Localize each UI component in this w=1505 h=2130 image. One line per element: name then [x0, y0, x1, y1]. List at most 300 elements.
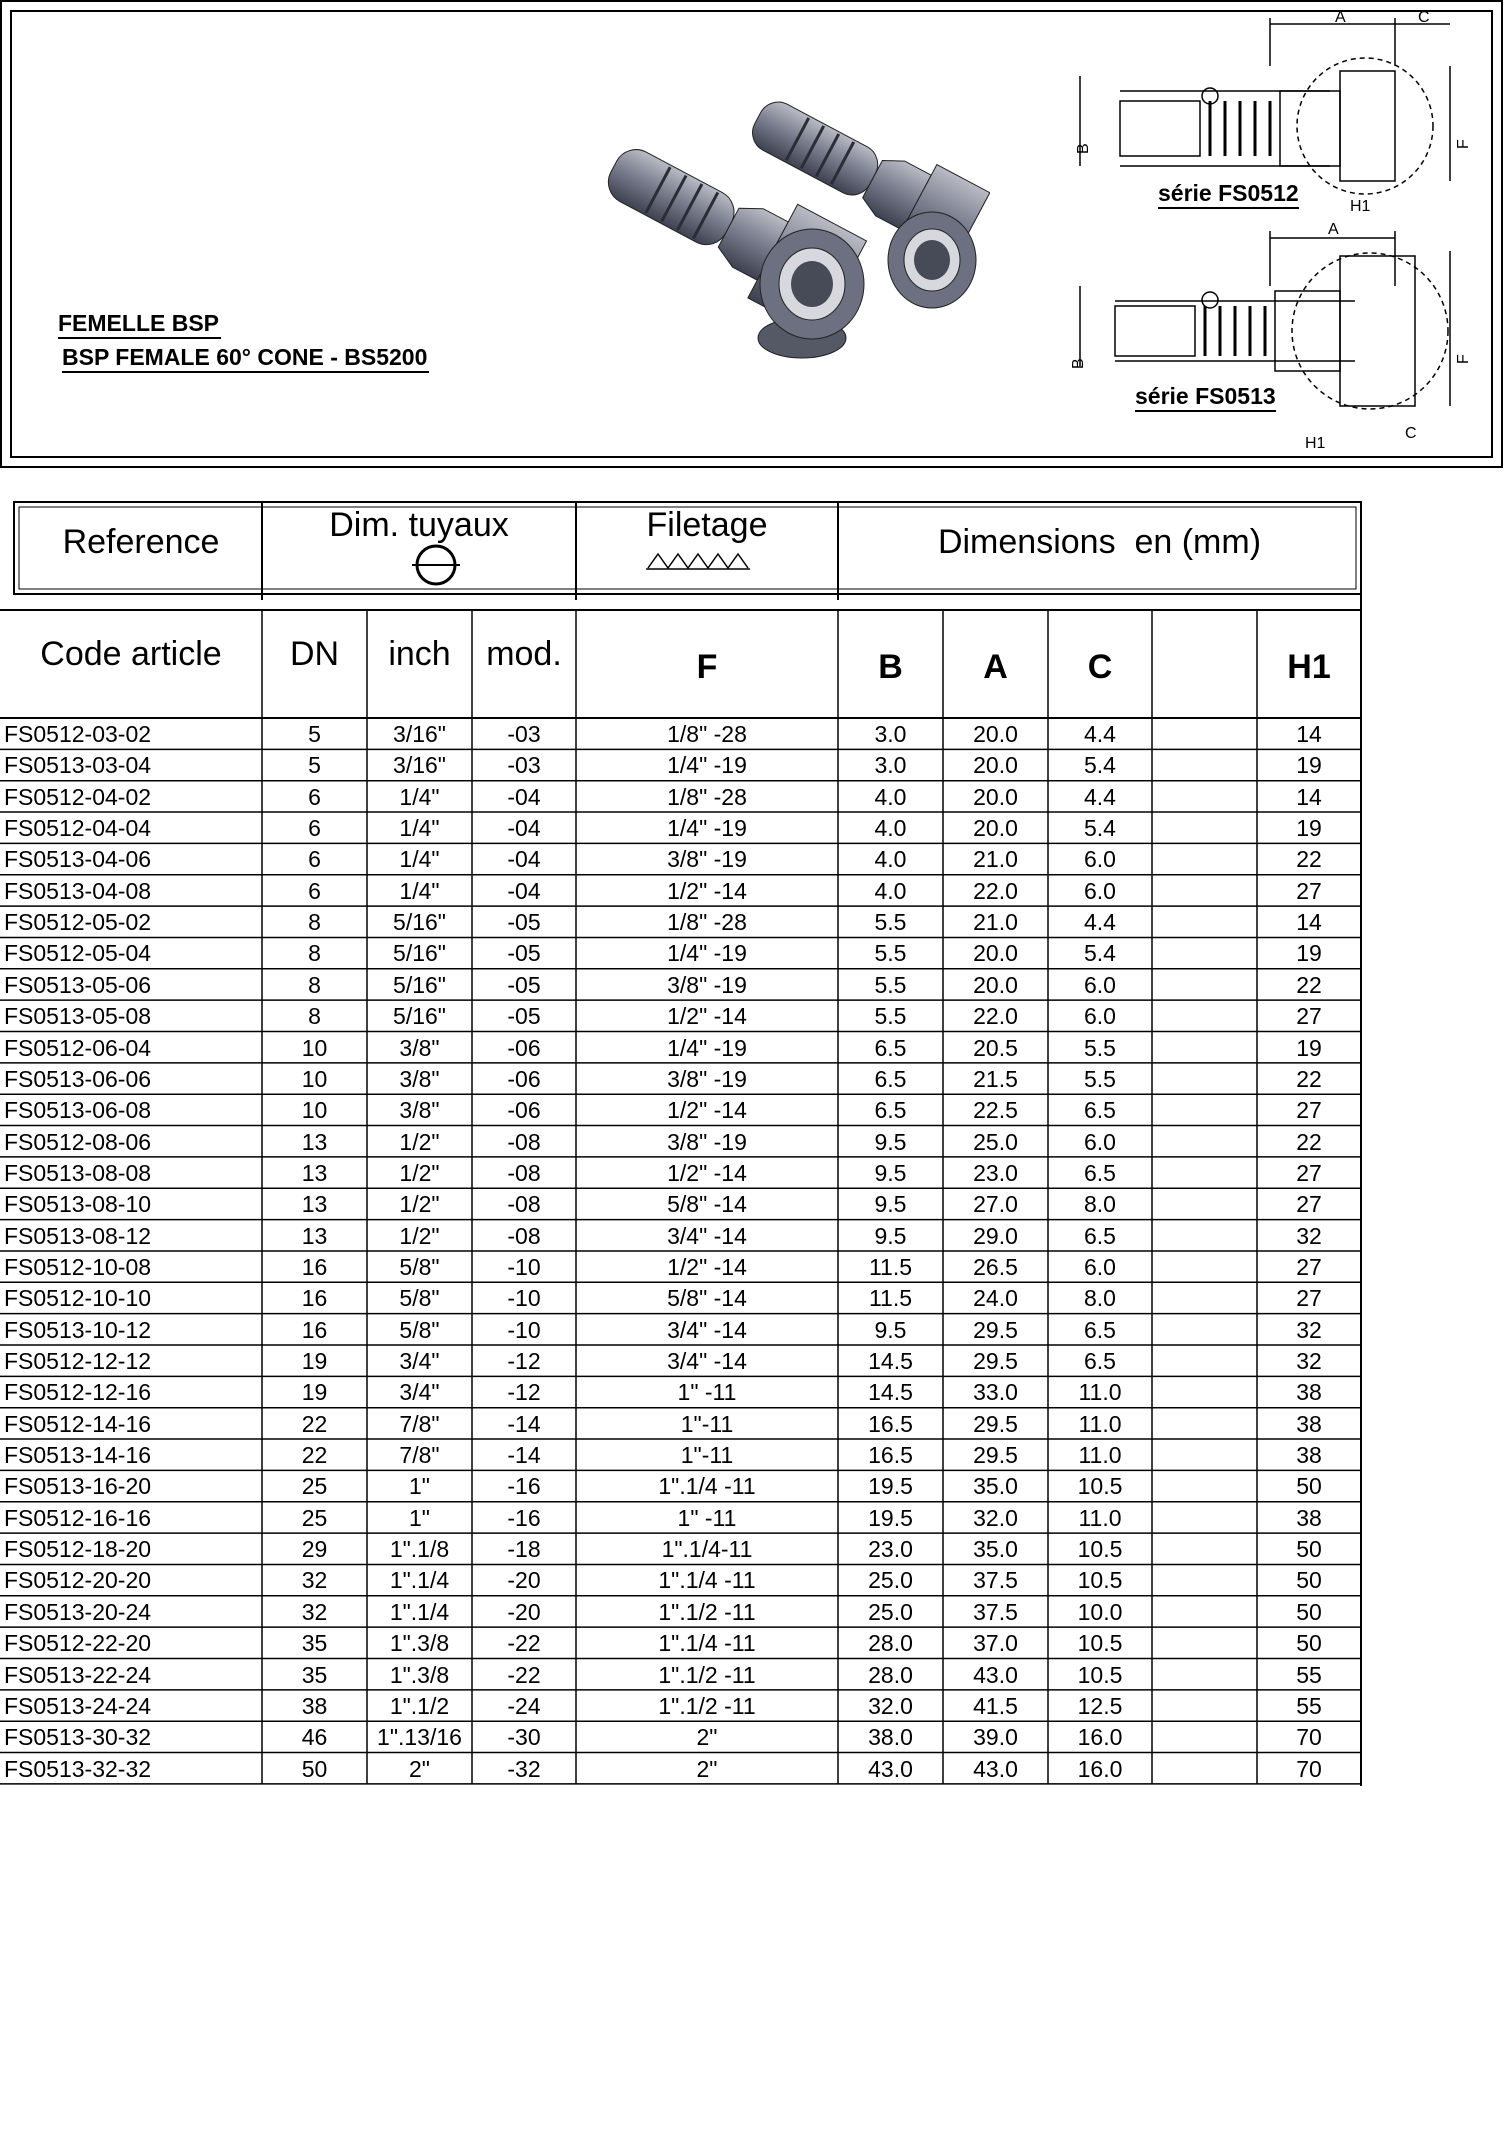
cell-mod: -10: [507, 1316, 541, 1343]
cell-f: 1/4" -19: [667, 940, 747, 967]
cell-h1: 14: [1296, 909, 1322, 936]
header-reference: Reference: [62, 523, 220, 561]
cell-c: 5.4: [1084, 752, 1116, 779]
cell-h1: 55: [1296, 1661, 1322, 1688]
cell-code: FS0513-04-08: [4, 877, 152, 904]
cell-dn: 5: [308, 721, 321, 747]
cell-inch: 3/16": [393, 752, 446, 779]
cell-b: 28.0: [868, 1661, 913, 1688]
cell-c: 11.0: [1078, 1410, 1122, 1437]
fitting-product-image: [580, 70, 990, 360]
cell-code: FS0512-22-20: [4, 1630, 152, 1657]
cell-h1: 27: [1296, 877, 1322, 904]
cell-a: 32.0: [973, 1504, 1018, 1531]
cell-inch: 3/16": [393, 721, 446, 747]
cell-f: 3/8" -19: [667, 1065, 747, 1092]
cell-a: 33.0: [973, 1379, 1018, 1406]
cell-a: 37.0: [973, 1630, 1018, 1657]
col-b: B: [878, 648, 903, 686]
cell-a: 43.0: [973, 1755, 1018, 1782]
dim-b-label-2: B: [1070, 358, 1087, 369]
cell-b: 5.5: [874, 940, 907, 967]
cell-a: 37.5: [973, 1567, 1018, 1594]
cell-code: FS0512-14-16: [4, 1410, 152, 1437]
cell-dn: 6: [308, 877, 321, 904]
cell-f: 1".1/2 -11: [658, 1661, 756, 1688]
cell-code: FS0513-04-06: [4, 846, 152, 873]
cell-a: 29.5: [973, 1316, 1018, 1343]
cell-f: 1/8" -28: [667, 721, 747, 747]
cell-inch: 1".1/8: [389, 1536, 450, 1563]
cell-mod: -04: [507, 846, 541, 873]
cell-dn: 8: [308, 971, 321, 998]
cell-mod: -08: [507, 1222, 541, 1249]
dim-b-label-1: B: [1075, 143, 1092, 154]
cell-h1: 50: [1296, 1598, 1322, 1625]
cell-code: FS0513-06-08: [4, 1097, 152, 1124]
cell-f: 1/4" -19: [667, 815, 747, 842]
cell-dn: 10: [301, 1034, 328, 1061]
cell-h1: 32: [1296, 1316, 1322, 1343]
col-f: F: [696, 648, 718, 686]
cell-code: FS0513-08-12: [4, 1222, 152, 1249]
cell-c: 5.4: [1084, 815, 1116, 842]
cell-inch: 1".3/8: [389, 1661, 450, 1688]
cell-c: 12.5: [1077, 1692, 1123, 1719]
cell-a: 39.0: [973, 1724, 1018, 1751]
cell-h1: 50: [1296, 1473, 1322, 1500]
cell-code: FS0512-10-10: [4, 1285, 152, 1312]
cell-a: 29.5: [973, 1410, 1018, 1437]
cell-dn: 50: [301, 1755, 328, 1782]
cell-c: 6.0: [1084, 877, 1116, 904]
cell-c: 10.5: [1077, 1567, 1123, 1594]
cell-mod: -10: [507, 1253, 541, 1280]
cell-mod: -12: [507, 1379, 541, 1406]
cell-inch: 1".3/8: [389, 1630, 450, 1657]
cell-c: 6.0: [1084, 1003, 1116, 1030]
cell-code: FS0513-24-24: [4, 1692, 152, 1719]
cell-a: 22.0: [973, 1003, 1018, 1030]
cell-c: 10.5: [1077, 1630, 1123, 1657]
cell-a: 20.0: [973, 940, 1018, 967]
cell-inch: 3/8": [399, 1065, 440, 1092]
cell-c: 8.0: [1084, 1285, 1116, 1312]
cell-inch: 3/8": [399, 1034, 440, 1061]
cell-mod: -14: [507, 1442, 541, 1469]
cell-b: 3.0: [874, 721, 907, 747]
cell-h1: 38: [1296, 1504, 1322, 1531]
cell-code: FS0512-12-16: [4, 1379, 152, 1406]
cell-inch: 1/2": [399, 1159, 440, 1186]
cell-inch: 1/4": [399, 815, 440, 842]
cell-mod: -03: [507, 752, 541, 779]
cell-inch: 1/4": [399, 846, 440, 873]
cell-dn: 29: [301, 1536, 328, 1563]
cell-b: 5.5: [874, 909, 907, 936]
cell-h1: 38: [1296, 1379, 1322, 1406]
header-dim-tuyaux: Dim. tuyaux: [329, 506, 509, 544]
col-a: A: [983, 648, 1008, 686]
cell-code: FS0512-08-06: [4, 1128, 152, 1155]
cell-dn: 19: [301, 1379, 328, 1406]
dim-a-label-2: A: [1328, 221, 1339, 238]
cell-dn: 10: [301, 1065, 328, 1092]
cell-mod: -16: [507, 1504, 541, 1531]
cell-inch: 1".1/4: [389, 1567, 450, 1594]
cell-c: 6.5: [1084, 1097, 1116, 1124]
cell-mod: -08: [507, 1159, 541, 1186]
cell-dn: 10: [301, 1097, 328, 1124]
header-dimensions: Dimensions en (mm): [937, 523, 1262, 561]
cell-a: 25.0: [973, 1128, 1018, 1155]
cell-mod: -22: [507, 1630, 541, 1657]
cell-f: 5/8" -14: [667, 1191, 747, 1218]
cell-f: 1"-11: [680, 1442, 734, 1469]
cell-code: FS0512-10-08: [4, 1253, 152, 1280]
cell-h1: 50: [1296, 1630, 1322, 1657]
cell-h1: 19: [1296, 752, 1322, 779]
cell-inch: 7/8": [399, 1410, 440, 1437]
cell-c: 8.0: [1084, 1191, 1116, 1218]
cell-h1: 22: [1296, 971, 1322, 998]
cell-a: 21.0: [973, 846, 1018, 873]
cell-dn: 25: [301, 1473, 328, 1500]
cell-mod: -03: [507, 721, 541, 747]
cell-f: 1/8" -28: [667, 783, 747, 810]
cell-a: 29.5: [973, 1348, 1018, 1374]
cell-mod: -18: [507, 1536, 541, 1563]
cell-inch: 5/16": [393, 1003, 446, 1030]
cell-h1: 22: [1296, 846, 1322, 873]
col-code-article: Code article: [40, 635, 222, 673]
cell-dn: 13: [301, 1191, 328, 1218]
cell-code: FS0512-06-04: [4, 1034, 152, 1061]
cell-f: 1".1/4 -11: [658, 1630, 756, 1657]
cell-inch: 5/16": [393, 940, 446, 967]
cell-f: 1/2" -14: [667, 877, 747, 904]
cell-h1: 22: [1296, 1128, 1322, 1155]
cell-code: FS0513-03-04: [4, 752, 152, 779]
cell-c: 6.5: [1084, 1316, 1116, 1343]
cell-dn: 38: [301, 1692, 328, 1719]
cell-inch: 1/4": [399, 783, 440, 810]
cell-mod: -04: [507, 815, 541, 842]
cell-b: 4.0: [874, 877, 907, 904]
cell-b: 25.0: [868, 1567, 913, 1594]
cell-mod: -10: [507, 1285, 541, 1312]
title-french: FEMELLE BSP: [58, 310, 221, 339]
cell-inch: 1/2": [399, 1222, 440, 1249]
cell-c: 4.4: [1084, 909, 1116, 936]
cell-a: 27.0: [973, 1191, 1018, 1218]
cell-b: 9.5: [874, 1191, 907, 1218]
cell-code: FS0512-18-20: [4, 1536, 152, 1563]
cell-h1: 22: [1296, 1065, 1322, 1092]
cell-c: 10.5: [1077, 1473, 1123, 1500]
cell-c: 6.0: [1084, 1128, 1116, 1155]
cell-mod: -06: [507, 1065, 541, 1092]
serie-fs0512-label: série FS0512: [1158, 180, 1299, 209]
cell-dn: 32: [301, 1567, 328, 1594]
cell-b: 25.0: [868, 1598, 913, 1625]
cell-c: 11.0: [1078, 1504, 1122, 1531]
cell-a: 21.5: [973, 1065, 1018, 1092]
cell-code: FS0513-14-16: [4, 1442, 152, 1469]
cell-inch: 7/8": [399, 1442, 440, 1469]
cell-h1: 14: [1296, 783, 1322, 810]
cell-mod: -32: [507, 1755, 541, 1782]
cell-b: 19.5: [868, 1473, 913, 1500]
cell-dn: 19: [301, 1348, 328, 1374]
cell-dn: 25: [301, 1504, 328, 1531]
cell-h1: 70: [1296, 1724, 1322, 1751]
cell-inch: 1/2": [399, 1191, 440, 1218]
cell-code: FS0512-03-02: [4, 721, 152, 747]
cell-mod: -06: [507, 1097, 541, 1124]
cell-h1: 27: [1296, 1285, 1322, 1312]
cell-mod: -12: [507, 1348, 541, 1374]
cell-mod: -05: [507, 971, 541, 998]
cell-code: FS0512-16-16: [4, 1504, 152, 1531]
cell-inch: 3/4": [399, 1379, 440, 1406]
cell-dn: 13: [301, 1222, 328, 1249]
cell-dn: 13: [301, 1159, 328, 1186]
cell-c: 6.0: [1084, 1253, 1116, 1280]
cell-h1: 19: [1296, 815, 1322, 842]
cell-f: 5/8" -14: [667, 1285, 747, 1312]
cell-a: 29.5: [973, 1442, 1018, 1469]
cell-code: FS0513-08-10: [4, 1191, 152, 1218]
cell-dn: 46: [301, 1724, 328, 1751]
cell-inch: 1".1/2: [389, 1692, 450, 1719]
cell-a: 29.0: [973, 1222, 1018, 1249]
cell-h1: 14: [1296, 721, 1322, 747]
cell-dn: 35: [301, 1661, 328, 1688]
cell-dn: 6: [308, 815, 321, 842]
dim-h1-label-1: H1: [1350, 198, 1371, 215]
cell-h1: 27: [1296, 1097, 1322, 1124]
cell-code: FS0512-04-02: [4, 783, 152, 810]
cell-dn: 6: [308, 783, 321, 810]
cell-b: 19.5: [868, 1504, 913, 1531]
technical-drawings: [1070, 6, 1490, 456]
cell-inch: 2": [409, 1755, 430, 1782]
cell-h1: 19: [1296, 940, 1322, 967]
cell-c: 6.5: [1084, 1159, 1116, 1186]
cell-dn: 16: [301, 1253, 328, 1280]
cell-code: FS0513-05-08: [4, 1003, 152, 1030]
cell-c: 6.5: [1084, 1222, 1116, 1249]
cell-inch: 3/8": [399, 1097, 440, 1124]
pipe-diameter-icon: [417, 546, 455, 584]
cell-b: 23.0: [868, 1536, 913, 1563]
dim-h1-label-2: H1: [1305, 435, 1326, 452]
cell-f: 1" -11: [677, 1504, 737, 1531]
cell-f: 1/2" -14: [667, 1003, 747, 1030]
cell-inch: 1": [409, 1473, 430, 1500]
cell-c: 16.0: [1077, 1724, 1123, 1751]
cell-mod: -08: [507, 1128, 541, 1155]
cell-c: 5.5: [1084, 1065, 1116, 1092]
cell-dn: 22: [301, 1442, 328, 1469]
cell-code: FS0513-22-24: [4, 1661, 152, 1688]
cell-inch: 3/4": [399, 1348, 440, 1374]
cell-f: 1".1/2 -11: [658, 1598, 756, 1625]
cell-h1: 38: [1296, 1410, 1322, 1437]
cell-code: FS0513-06-06: [4, 1065, 152, 1092]
filetage-thread-icon: [646, 554, 750, 569]
cell-f: 3/4" -14: [667, 1348, 747, 1374]
cell-mod: -05: [507, 1003, 541, 1030]
cell-mod: -24: [507, 1692, 541, 1719]
cell-mod: -14: [507, 1410, 541, 1437]
cell-b: 9.5: [874, 1316, 907, 1343]
cell-f: 1/4" -19: [667, 752, 747, 779]
cell-code: FS0513-08-08: [4, 1159, 152, 1186]
cell-mod: -06: [507, 1034, 541, 1061]
cell-dn: 5: [308, 752, 321, 779]
cell-f: 1/2" -14: [667, 1097, 747, 1124]
cell-c: 4.4: [1084, 721, 1116, 747]
cell-mod: -22: [507, 1661, 541, 1688]
cell-a: 20.0: [973, 752, 1018, 779]
cell-b: 14.5: [868, 1379, 913, 1406]
cell-f: 1" -11: [677, 1379, 737, 1406]
cell-code: FS0513-10-12: [4, 1316, 152, 1343]
dim-f-label-2: F: [1455, 354, 1472, 364]
cell-f: 3/4" -14: [667, 1316, 747, 1343]
cell-a: 35.0: [973, 1473, 1018, 1500]
cell-dn: 6: [308, 846, 321, 873]
cell-mod: -30: [507, 1724, 541, 1751]
cell-b: 28.0: [868, 1630, 913, 1657]
cell-c: 6.0: [1084, 846, 1116, 873]
cell-a: 35.0: [973, 1536, 1018, 1563]
cell-a: 24.0: [973, 1285, 1018, 1312]
cell-h1: 27: [1296, 1191, 1322, 1218]
cell-b: 16.5: [868, 1442, 913, 1469]
dim-c-label-2: C: [1405, 425, 1417, 442]
title-english: BSP FEMALE 60° CONE - BS5200: [62, 344, 429, 373]
cell-b: 6.5: [874, 1034, 907, 1061]
cell-h1: 50: [1296, 1567, 1322, 1594]
cell-c: 10.5: [1077, 1661, 1123, 1688]
dim-f-label-1: F: [1455, 139, 1472, 149]
cell-inch: 5/8": [399, 1316, 440, 1343]
cell-b: 6.5: [874, 1065, 907, 1092]
dim-a-label-1: A: [1335, 9, 1346, 26]
cell-code: FS0512-04-04: [4, 815, 152, 842]
cell-inch: 5/16": [393, 971, 446, 998]
cell-c: 10.5: [1077, 1536, 1123, 1563]
cell-h1: 27: [1296, 1159, 1322, 1186]
cell-dn: 8: [308, 909, 321, 936]
cell-code: FS0513-32-32: [4, 1755, 152, 1782]
cell-inch: 1": [409, 1504, 430, 1531]
cell-f: 1/2" -14: [667, 1253, 747, 1280]
cell-b: 9.5: [874, 1128, 907, 1155]
cell-code: FS0512-05-02: [4, 909, 152, 936]
cell-f: 3/8" -19: [667, 971, 747, 998]
cell-code: FS0513-05-06: [4, 971, 152, 998]
col-c: C: [1087, 648, 1113, 686]
cell-a: 21.0: [973, 909, 1018, 936]
cell-b: 38.0: [868, 1724, 913, 1751]
cell-mod: -20: [507, 1567, 541, 1594]
cell-dn: 35: [301, 1630, 328, 1657]
cell-h1: 27: [1296, 1253, 1322, 1280]
cell-f: 1/2" -14: [667, 1159, 747, 1186]
cell-c: 10.0: [1077, 1598, 1123, 1625]
cell-a: 20.5: [973, 1034, 1018, 1061]
cell-c: 5.4: [1084, 940, 1116, 967]
cell-inch: 5/8": [399, 1253, 440, 1280]
cell-h1: 50: [1296, 1536, 1322, 1563]
cell-b: 32.0: [868, 1692, 913, 1719]
cell-b: 4.0: [874, 846, 907, 873]
col-inch: inch: [388, 635, 451, 673]
cell-b: 6.5: [874, 1097, 907, 1124]
cell-f: 1".1/4 -11: [658, 1567, 756, 1594]
cell-code: FS0512-12-12: [4, 1348, 152, 1374]
cell-c: 11.0: [1078, 1379, 1122, 1406]
cell-h1: 32: [1296, 1222, 1322, 1249]
col-dn: DN: [289, 635, 340, 673]
cell-b: 14.5: [868, 1348, 913, 1374]
cell-inch: 1/4": [399, 877, 440, 904]
cell-mod: -20: [507, 1598, 541, 1625]
cell-b: 16.5: [868, 1410, 913, 1437]
cell-b: 5.5: [874, 1003, 907, 1030]
cell-c: 4.4: [1084, 783, 1116, 810]
cell-mod: -04: [507, 877, 541, 904]
cell-inch: 1".1/4: [389, 1598, 450, 1625]
cell-inch: 5/8": [399, 1285, 440, 1312]
cell-mod: -05: [507, 909, 541, 936]
cell-b: 11.5: [868, 1285, 913, 1312]
cell-h1: 19: [1296, 1034, 1322, 1061]
cell-f: 1"-11: [680, 1410, 734, 1437]
serie-fs0513-label: série FS0513: [1135, 383, 1276, 412]
cell-c: 5.5: [1084, 1034, 1116, 1061]
cell-dn: 32: [301, 1598, 328, 1625]
cell-dn: 22: [301, 1410, 328, 1437]
cell-inch: 1/2": [399, 1128, 440, 1155]
cell-b: 11.5: [868, 1253, 913, 1280]
dim-c-label-1: C: [1418, 9, 1430, 26]
cell-c: 6.0: [1084, 971, 1116, 998]
cell-a: 26.5: [973, 1253, 1018, 1280]
cell-a: 20.0: [973, 971, 1018, 998]
cell-code: FS0512-20-20: [4, 1567, 152, 1594]
cell-mod: -05: [507, 940, 541, 967]
cell-f: 3/4" -14: [667, 1222, 747, 1249]
cell-inch: 5/16": [393, 909, 446, 936]
cell-a: 23.0: [973, 1159, 1018, 1186]
cell-f: 1/4" -19: [667, 1034, 747, 1061]
cell-mod: -16: [507, 1473, 541, 1500]
cell-code: FS0512-05-04: [4, 940, 152, 967]
cell-dn: 8: [308, 940, 321, 967]
cell-f: 1".1/4-11: [661, 1536, 753, 1563]
cell-f: 2": [696, 1755, 718, 1782]
cell-dn: 8: [308, 1003, 321, 1030]
cell-code: FS0513-16-20: [4, 1473, 152, 1500]
cell-b: 4.0: [874, 783, 907, 810]
cell-h1: 32: [1296, 1348, 1322, 1374]
cell-f: 3/8" -19: [667, 846, 747, 873]
